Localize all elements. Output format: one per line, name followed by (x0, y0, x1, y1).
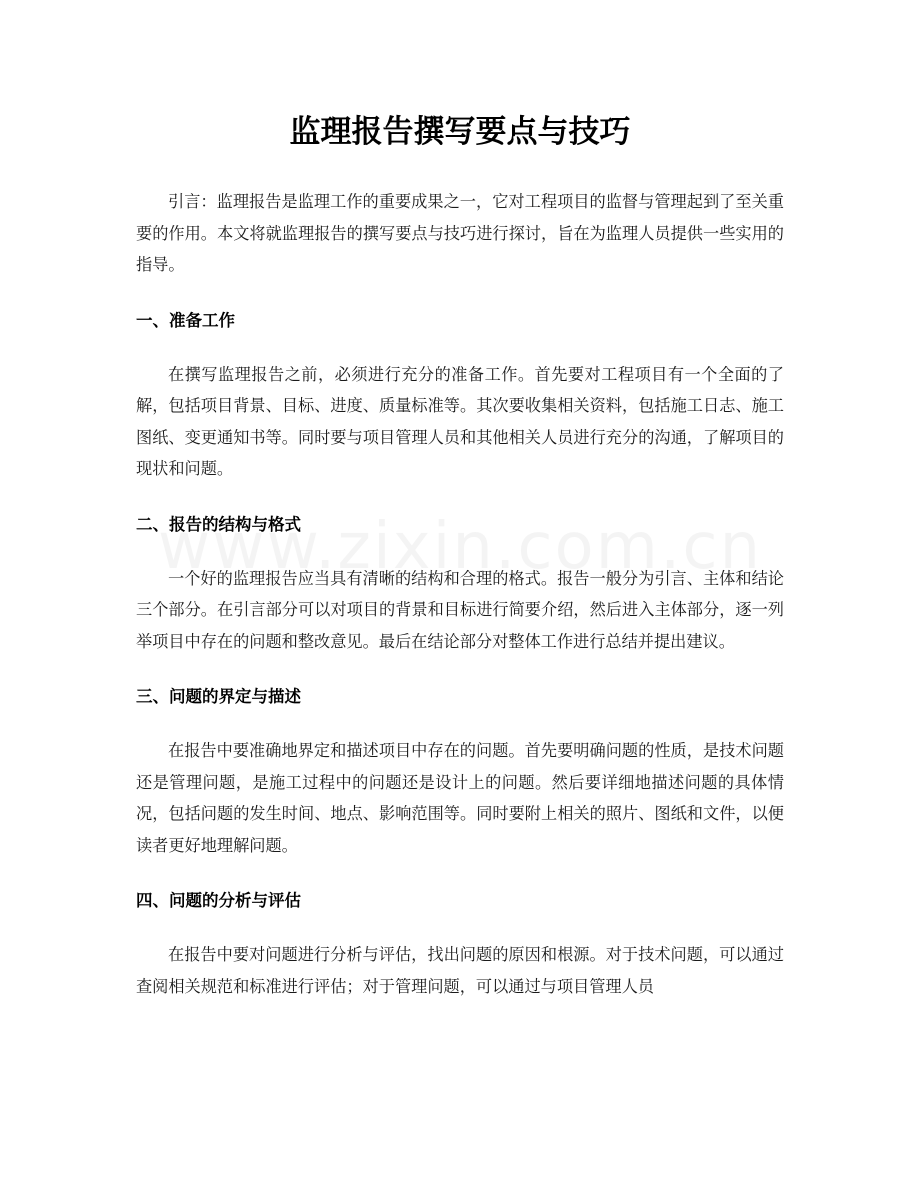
section-heading-structure: 二、报告的结构与格式 (136, 514, 301, 534)
document-body (136, 186, 784, 1002)
section-body-structure: 一个好的监理报告应当具有清晰的结构和合理的格式。报告一般分为引言、主体和结论三个部分。在引言部分可以对项目的背景和目标进行简要介绍，然后进入主体部分，逐一列举项目中存在的问题和整改意见。最后在结论部分对整体工作进行总结并提出建议。 (136, 568, 784, 651)
document-title: 监理报告撰写要点与技巧 (289, 114, 631, 150)
section-body-problem-analysis: 在报告中要对问题进行分析与评估，找出问题的原因和根源。对于技术问题，可以通过查阅相关规范和标准进行评估；对于管理问题，可以通过与项目管理人员 (136, 945, 784, 996)
section-heading-preparation: 一、准备工作 (136, 310, 235, 330)
section-heading-problem-definition: 三、问题的界定与描述 (136, 687, 301, 706)
section-body-preparation: 在撰写监理报告之前，必须进行充分的准备工作。首先要对工程项目有一个全面的了解，包括项目背景、目标、进度、质量标准等。其次要收集相关资料，包括施工日志、施工图纸、变更通知书等。同时要与项目管理人员和其他相关人员进行充分的沟通，了解项目的现状和问题。 (136, 364, 784, 478)
section-body-problem-definition: 在报告中要准确地界定和描述项目中存在的问题。首先要明确问题的性质，是技术问题还是管理问题，是施工过程中的问题还是设计上的问题。然后要详细地描述问题的具体情况，包括问题的发生时间、地点、影响范围等。同时要附上相关的照片、图纸和文件，以便读者更好地理解问题。 (136, 741, 784, 855)
intro-paragraph: 引言：监理报告是监理工作的重要成果之一，它对工程项目的监督与管理起到了至关重要的作用。本文将就监理报告的撰写要点与技巧进行探讨，旨在为监理人员提供一些实用的指导。 (136, 192, 784, 274)
section-heading-problem-analysis: 四、问题的分析与评估 (136, 891, 301, 910)
